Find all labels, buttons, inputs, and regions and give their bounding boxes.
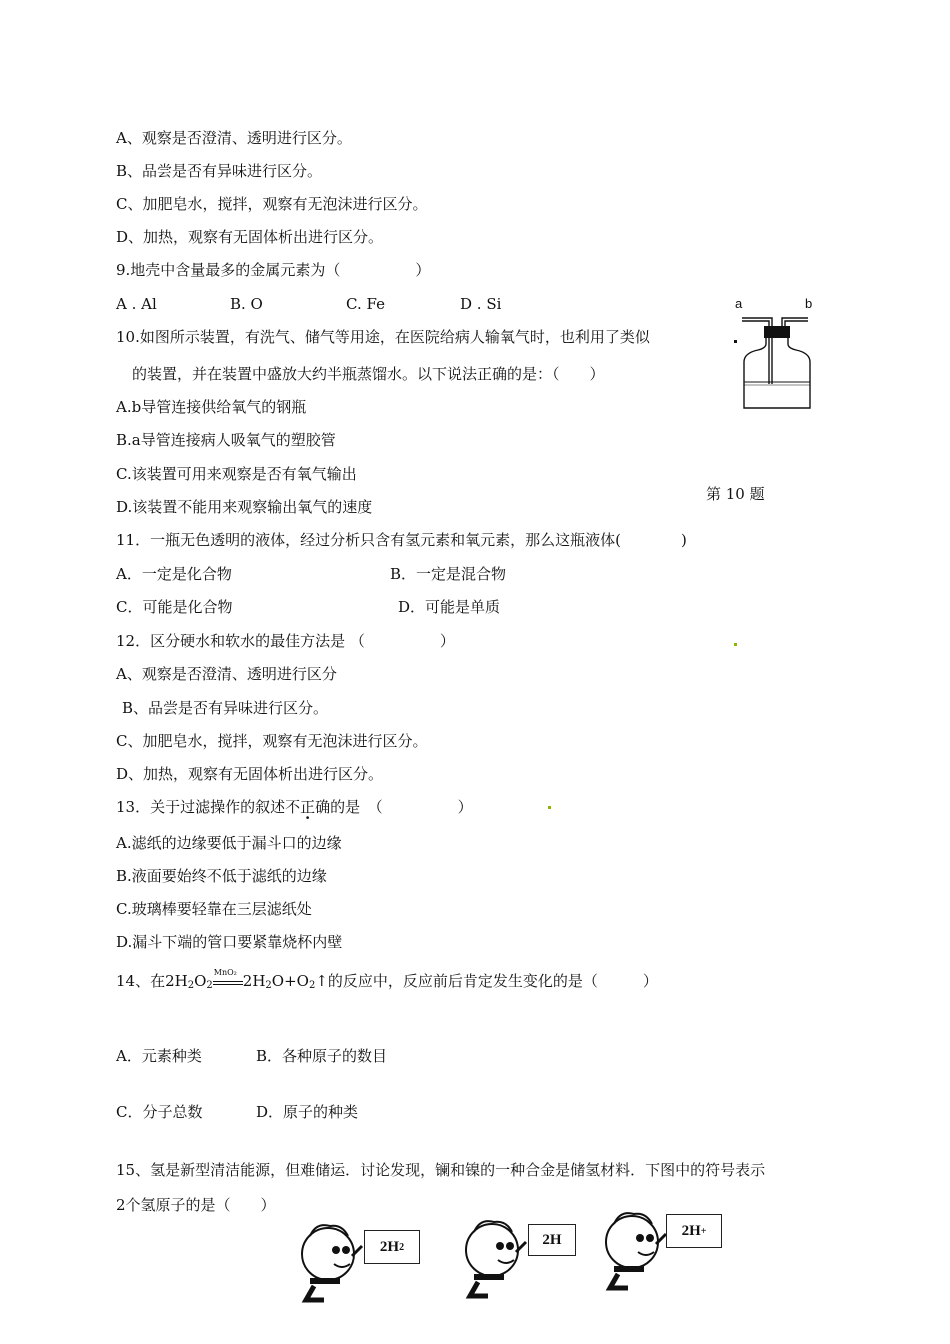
q14-stem-mid2: 2H bbox=[242, 972, 266, 990]
q11-option-b: B．一定是混合物 bbox=[390, 565, 507, 583]
cartoon-character-2 bbox=[460, 1212, 530, 1302]
q10-stem-line1: 10.如图所示装置，有洗气、储气等用途，在医院给病人输氧气时，也利用了类似 bbox=[116, 328, 650, 346]
card2-text: 2H bbox=[542, 1231, 562, 1248]
q14-option-d: D．原子的种类 bbox=[256, 1103, 359, 1121]
q10-option-a: A.b导管连接供给氧气的钢瓶 bbox=[116, 398, 307, 416]
q13-option-a: A.滤纸的边缘要低于漏斗口的边缘 bbox=[116, 834, 342, 852]
q14-stem-mid4: +O bbox=[284, 972, 309, 990]
q13-option-b: B.液面要始终不低于滤纸的边缘 bbox=[116, 867, 327, 885]
card3-sup: + bbox=[700, 1225, 707, 1237]
q14-reaction-arrow bbox=[213, 968, 243, 991]
cartoon-character-3 bbox=[600, 1204, 670, 1294]
q14-stem-mid1: O bbox=[194, 972, 207, 990]
q9-option-d: D . Si bbox=[460, 295, 502, 313]
q10-stem-line2: 的装置，并在装置中盛放大约半瓶蒸馏水。以下说法正确的是：（ ） bbox=[132, 365, 605, 383]
symbol-card-2h2 bbox=[364, 1230, 420, 1264]
q8-option-d: D、加热，观察有无固体析出进行区分。 bbox=[116, 228, 384, 246]
q14-sub: 2 bbox=[187, 980, 195, 991]
figure-label-a: a bbox=[735, 296, 743, 311]
q9-stem: 9.地壳中含量最多的金属元素为（ ） bbox=[116, 261, 431, 279]
q14-catalyst: MnO₂ bbox=[213, 968, 237, 977]
q10-option-d: D.该装置不能用来观察输出氧气的速度 bbox=[116, 498, 373, 516]
card1-main: 2H bbox=[379, 1238, 400, 1255]
q11-option-d: D．可能是单质 bbox=[398, 598, 501, 616]
q14-stem-post: ↑的反应中，反应前后肯定发生变化的是（ ） bbox=[315, 972, 658, 990]
cartoon-character-1 bbox=[296, 1216, 366, 1306]
q10-option-c: C.该装置可用来观察是否有氧气输出 bbox=[116, 465, 357, 483]
q13-stem-emphasis: 不正确 bbox=[285, 798, 331, 816]
symbol-card-2h bbox=[528, 1224, 576, 1256]
q12-option-d: D、加热，观察有无固体析出进行区分。 bbox=[116, 765, 384, 783]
q11-stem: 11．一瓶无色透明的液体，经过分析只含有氢元素和氧元素，那么这瓶液体( ) bbox=[116, 531, 687, 549]
q14-sub: 2 bbox=[308, 980, 316, 991]
card1-sub: 2 bbox=[399, 1241, 405, 1253]
q13-stem bbox=[116, 797, 473, 817]
stray-dot bbox=[734, 643, 737, 646]
q14-option-a: A．元素种类 bbox=[116, 1047, 202, 1065]
q14-stem-pre: 14、在2H bbox=[116, 972, 188, 990]
q11-option-a: A．一定是化合物 bbox=[116, 565, 232, 583]
q14-sub: 2 bbox=[265, 980, 272, 991]
q10-figure-caption: 第 10 题 bbox=[706, 485, 765, 503]
q15-stem-line1: 15、氢是新型清洁能源，但难储运．讨论发现，镧和镍的一种合金是储氢材料．下图中的符号表示 bbox=[116, 1161, 766, 1179]
figure-label-b: b bbox=[805, 296, 813, 311]
q12-option-c: C、加肥皂水，搅拌，观察有无泡沫进行区分。 bbox=[116, 732, 428, 750]
q9-option-c: C. Fe bbox=[346, 295, 385, 313]
q14-option-b: B．各种原子的数目 bbox=[256, 1047, 388, 1065]
symbol-card-2h-plus bbox=[666, 1214, 722, 1248]
q12-option-a: A、观察是否澄清、透明进行区分 bbox=[116, 665, 337, 683]
q15-stem-line2: 2个氢原子的是（ ） bbox=[116, 1196, 276, 1214]
card3-main: 2H bbox=[681, 1222, 701, 1239]
q8-option-b: B、品尝是否有异味进行区分。 bbox=[116, 162, 323, 180]
q11-option-c: C．可能是化合物 bbox=[116, 598, 233, 616]
q14-sub: 2 bbox=[206, 980, 213, 991]
q14-stem-mid3: O bbox=[271, 972, 285, 990]
gas-washing-bottle-figure bbox=[728, 292, 828, 412]
stray-dot bbox=[548, 806, 551, 809]
q8-option-a: A、观察是否澄清、透明进行区分。 bbox=[116, 129, 352, 147]
q10-option-b: B.a导管连接病人吸氧气的塑胶管 bbox=[116, 431, 336, 449]
q13-option-d: D.漏斗下端的管口要紧靠烧杯内壁 bbox=[116, 933, 343, 951]
q8-option-c: C、加肥皂水，搅拌，观察有无泡沫进行区分。 bbox=[116, 195, 428, 213]
q13-stem-post: 的是 （ ） bbox=[330, 798, 473, 816]
q14-stem bbox=[116, 968, 658, 996]
q9-option-a: A . Al bbox=[116, 295, 157, 313]
q13-stem-pre: 13．关于过滤操作的叙述 bbox=[116, 798, 286, 816]
q13-option-c: C.玻璃棒要轻靠在三层滤纸处 bbox=[116, 900, 312, 918]
q12-stem: 12．区分硬水和软水的最佳方法是 （ ） bbox=[116, 632, 455, 650]
q9-option-b: B. O bbox=[230, 295, 263, 313]
q12-option-b: B、品尝是否有异味进行区分。 bbox=[122, 699, 329, 717]
q14-option-c: C．分子总数 bbox=[116, 1103, 203, 1121]
